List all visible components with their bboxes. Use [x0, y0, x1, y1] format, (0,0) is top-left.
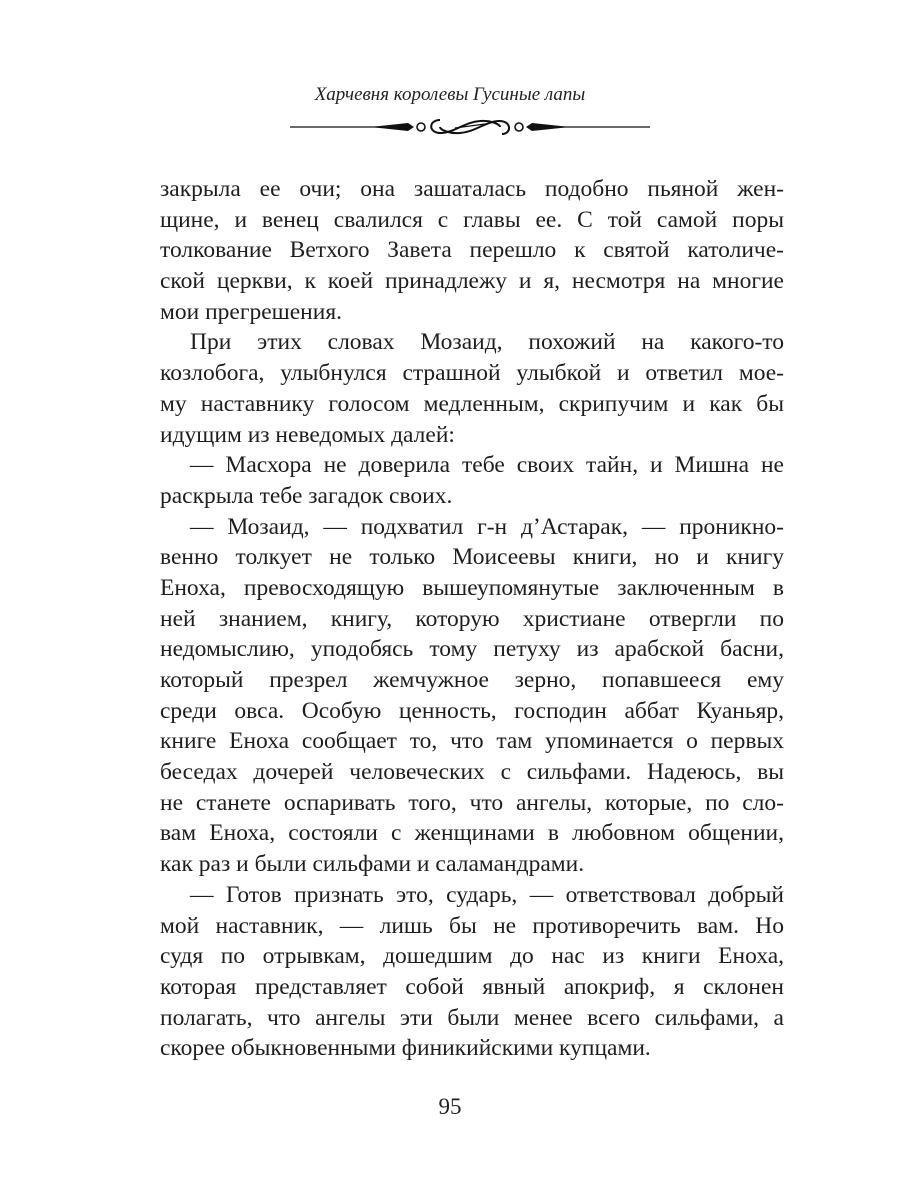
- body-text: [160, 174, 784, 1064]
- text-line: беседах дочерей человеческих с сильфами. Надеюсь, вы: [160, 759, 784, 786]
- text-line: закрыла ее очи; она зашаталась подобно пьяной жен-: [160, 176, 784, 202]
- text-line: При этих словах Мозаид, похожий на какого-то: [190, 329, 784, 356]
- page-number: 95: [438, 1094, 462, 1119]
- text-line: — Готов признать это, сударь, — ответствовал добрый: [190, 881, 784, 908]
- text-line: полагать, что ангелы эти были менее всего сильфами, а: [160, 1004, 784, 1031]
- text-line: — Мозаид, — подхватил г-н д’Астарак, — проникно-: [190, 513, 784, 540]
- text-line: щине, и венец свалился с главы ее. С той самой поры: [160, 206, 784, 233]
- text-line: среди овса. Особую ценность, господин аббат Куаньяр,: [160, 697, 784, 724]
- text-line: идущим из неведомых далей:: [160, 421, 455, 448]
- text-line: скорее обыкновенными финикийскими купцами.: [160, 1035, 651, 1062]
- text-line: ней знанием, книгу, которую христиане отвергли по: [160, 605, 784, 632]
- text-line: которая представляет собой явный апокриф, я склонен: [160, 973, 784, 1000]
- text-line: венно толкует не только Моисеевы книги, но и книгу: [160, 544, 784, 571]
- ornament-divider-icon: [290, 116, 650, 138]
- text-line: судя по отрывкам, дошедшим до нас из книги Еноха,: [160, 943, 784, 970]
- text-line: недомыслию, уподобясь тому петуху из арабской басни,: [160, 636, 784, 663]
- text-line: книге Еноха сообщает то, что там упоминается о первых: [160, 728, 784, 755]
- text-line: толкование Ветхого Завета перешло к святой католиче-: [160, 237, 784, 264]
- text-line: не станете оспаривать того, что ангелы, которые, по сло-: [160, 789, 784, 816]
- text-line: козлобога, улыбнулся страшной улыбкой и ответил мое-: [160, 360, 784, 387]
- text-line: ской церкви, к коей принадлежу и я, несмотря на многие: [160, 268, 784, 295]
- running-head: Харчевня королевы Гусиные лапы: [314, 84, 586, 105]
- text-line: мои прегрешения.: [160, 298, 343, 325]
- text-line: который презрел жемчужное зерно, попавшееся ему: [160, 667, 784, 693]
- text-line: му наставнику голосом медленным, скрипучим и как бы: [160, 390, 784, 417]
- text-line: мой наставник, — лишь бы не противоречить вам. Но: [160, 912, 784, 939]
- text-line: Еноха, превосходящую вышеупомянутые заключенным в: [160, 574, 784, 601]
- text-line: как раз и были сильфами и саламандрами.: [160, 851, 585, 878]
- text-line: — Масхора не доверила тебе своих тайн, и Мишна не: [190, 452, 784, 479]
- text-line: вам Еноха, состояли с женщинами в любовном общении,: [160, 820, 784, 847]
- text-line: раскрыла тебе загадок своих.: [160, 482, 453, 509]
